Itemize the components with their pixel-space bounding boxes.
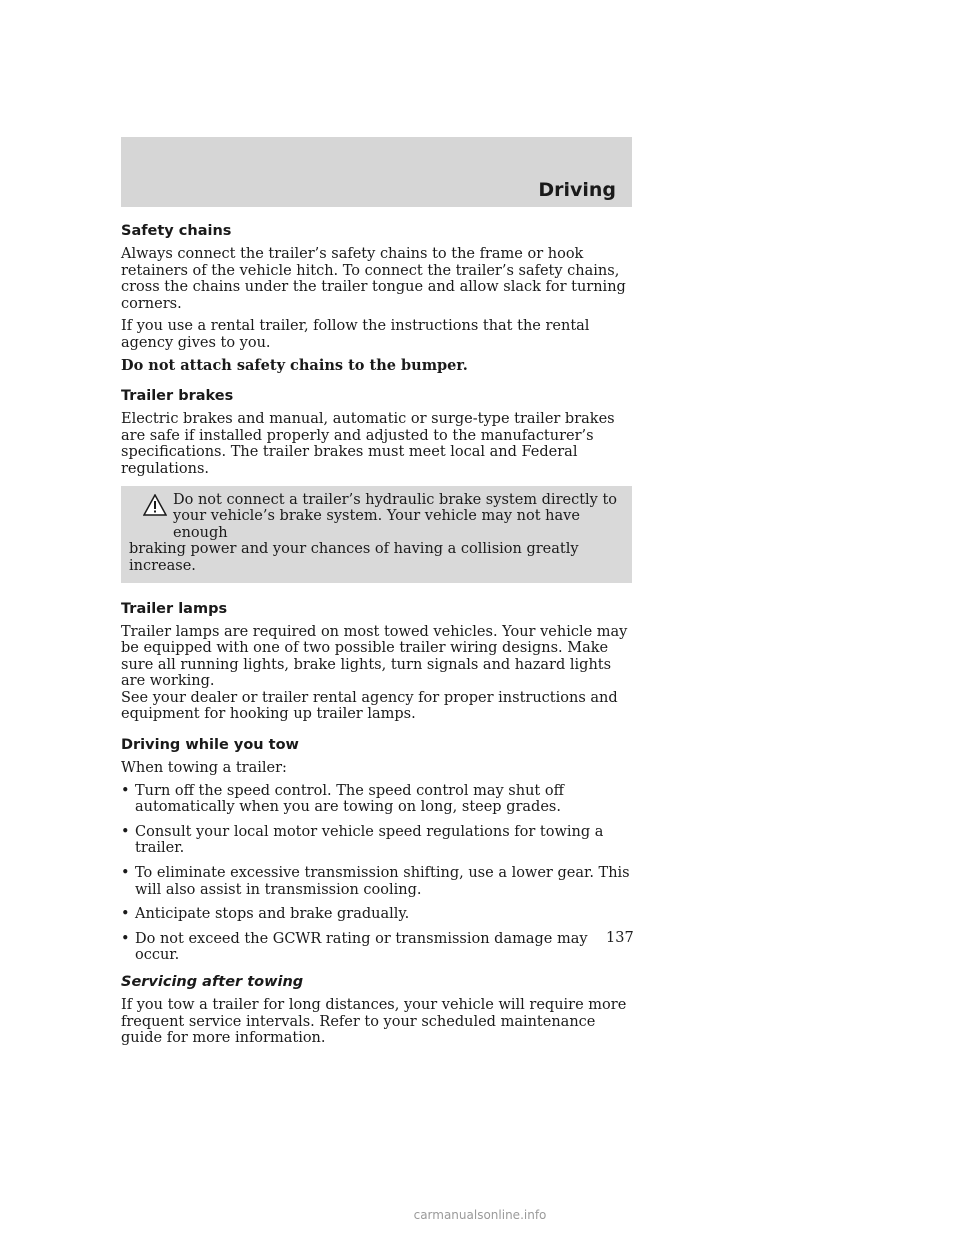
page-number: 137 [606,930,634,946]
paragraph: If you use a rental trailer, follow the instructions that the rental agency gives to you. [121,318,590,351]
page-title: Driving [538,179,616,201]
paragraph: Trailer lamps are required on most towed vehicles. Your vehicle may be equipped with one of two possible trailer wiring designs. Make sure all running lights, brake lights, turn signals and hazard lights are working. [121,623,628,690]
heading-trailer-brakes: Trailer brakes [121,388,234,405]
page-content [121,221,632,1053]
warning-box [121,486,632,583]
footer-watermark: carmanualsonline.info [413,1208,547,1222]
list-item: • Consult your local motor vehicle speed regulations for towing a trailer. [121,823,604,857]
paragraph: Electric brakes and manual, automatic or surge-type trailer brakes are safe if installed properly and adjusted to the manufacturer’s specifications. The trailer brakes must meet local and Federal regulations. [121,411,615,477]
heading-servicing: Servicing after towing [121,974,304,990]
paragraph: If you tow a trailer for long distances, your vehicle will require more frequent service intervals. Refer to your scheduled maintenance guide for more information. [121,997,627,1047]
list-item: • Do not exceed the GCWR rating or transmission damage may occur. [121,930,588,964]
tow-list [121,783,632,964]
paragraph: Always connect the trailer’s safety chains to the frame or hook retainers of the vehicle hitch. To connect the trailer’s safety chains, cross the chains under the trailer tongue and allow slack for turning corners. [121,246,626,312]
heading-safety-chains: Safety chains [121,223,232,239]
bold-notice: Do not attach safety chains to the bumper. [121,356,468,374]
paragraph: See your dealer or trailer rental agency for proper instructions and equipment for hooking up trailer lamps. [121,689,618,723]
list-item: • Anticipate stops and brake gradually. [121,906,410,923]
list-item: • To eliminate excessive transmission shifting, use a lower gear. This will also assist in transmission cooling. [121,865,630,898]
paragraph: When towing a trailer: [121,760,287,777]
warning-text-cont: braking power and your chances of having a collision greatly increase. [129,541,579,574]
warning-triangle-icon [143,494,167,516]
list-item: • Turn off the speed control. The speed control may shut off automatically when you are towing on long, steep grades. [121,782,564,816]
header-band [121,137,632,207]
heading-driving-tow: Driving while you tow [121,737,299,754]
warning-text: Do not connect a trailer’s hydraulic brake system directly to your vehicle’s brake system. Your vehicle may not have enough [173,491,618,541]
heading-trailer-lamps: Trailer lamps [121,600,228,617]
